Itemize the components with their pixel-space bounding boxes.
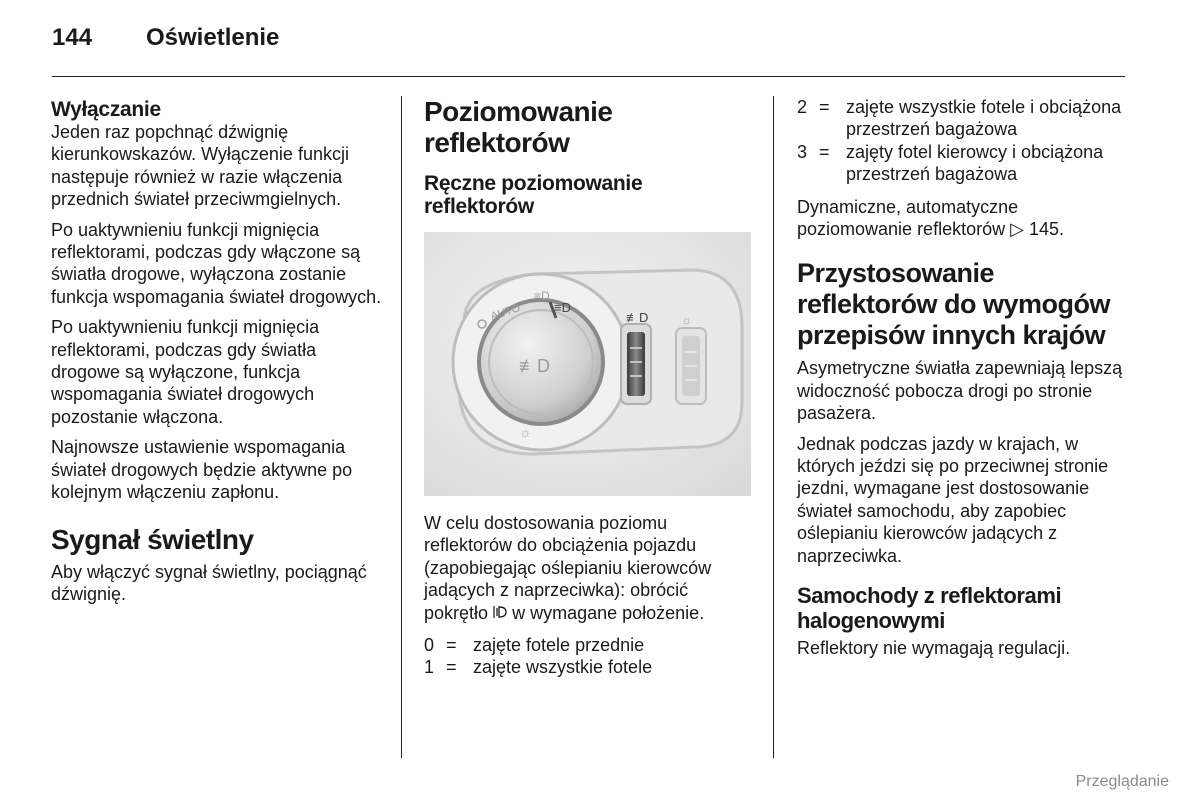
column-divider-2 (773, 96, 774, 758)
headlight-range-wheel (627, 332, 645, 396)
list-number: 0 (424, 635, 435, 656)
list-item (797, 96, 1127, 141)
paragraph: Po uaktywnieniu funkcji mignięcia reflektorami, podczas gdy światła drogowe są wyłączone, funkcja wspomagania świateł drogowych pozostanie włączona. (51, 317, 320, 427)
paragraph: Asymetryczne światła zapewniają lepszą widoczność pobocza drogi po stronie pasażera. (797, 358, 1123, 424)
knob-auto-label: AUTO (489, 302, 522, 323)
list-text: zajęte wszystkie fotele (473, 657, 653, 678)
column-3 (797, 96, 1127, 668)
list-number: 2 (797, 97, 808, 117)
paragraph-part: w wymagane położenie. (512, 602, 705, 623)
dimmer-wheel-symbol: ☼ (681, 313, 692, 327)
footer-watermark: Przeglądanie (1075, 773, 1169, 790)
list-equals: = (446, 657, 457, 678)
list-text: zajęte fotele przednie (473, 635, 645, 656)
paragraph: Aby włączyć sygnał świetlny, pociągnąć dźwignię. (51, 561, 367, 604)
heading-samochody-halogenowe: Samochody z reflektorami halogenowymi (797, 583, 1062, 634)
heading-reczne-poziomowanie: Ręczne poziomowanie reflektorów (424, 172, 643, 218)
range-wheel-symbol: ≢D (626, 310, 649, 325)
column-2 (424, 96, 754, 679)
fog-light-symbol: ≢D (519, 356, 550, 376)
load-positions-list (424, 634, 754, 679)
heading-poziomowanie: Poziomowanie reflektorów (424, 96, 613, 158)
page-title: Oświetlenie (146, 24, 280, 51)
page-number: 144 (52, 24, 93, 51)
list-number: 3 (797, 141, 808, 162)
column-1 (51, 98, 383, 613)
list-text: zajęte wszystkie fotele i obciążona przestrzeń bagażowa (846, 97, 1122, 140)
cross-reference-page[interactable]: 145. (1028, 219, 1065, 240)
list-equals: = (819, 97, 830, 117)
paragraph-part: W celu dostosowania poziomu reflektorów do obciążenia pojazdu (zapobiegając oślepianiu kierowców jadących z naprzeciwka): obrócić pokrętło (424, 513, 712, 623)
column-divider-1 (401, 96, 402, 758)
paragraph (797, 196, 1127, 241)
list-equals: = (446, 635, 457, 656)
headlight-symbol: ≡D (554, 300, 571, 315)
headlight-switch-figure (424, 232, 751, 496)
paragraph-part: Dynamiczne, automatyczne poziomowanie reflektorów (797, 196, 1019, 240)
heading-wylaczanie: Wyłączanie (51, 98, 161, 121)
paragraph: Po uaktywnieniu funkcji mignięcia reflektorami, podczas gdy włączone są światła drogowe, wyłączona zostanie funkcja wspomagania świateł drogowych. (51, 219, 382, 307)
list-item (424, 656, 754, 678)
list-item (797, 141, 1127, 186)
paragraph: Jednak podczas jazdy w krajach, w których jeździ się po przeciwnej stronie jezdni, wymagane jest dostosowanie świateł samochodu, aby zapobiec oślepianiu kierowców jadących z naprzeciwka. (797, 433, 1109, 566)
heading-sygnal-swietlny: Sygnał świetlny (51, 523, 254, 555)
paragraph (424, 512, 754, 626)
headlight-range-icon (493, 603, 507, 626)
list-item (424, 634, 754, 656)
list-equals: = (819, 141, 830, 162)
list-text: zajęty fotel kierowcy i obciążona przestrzeń bagażowa (846, 141, 1104, 185)
paragraph: Najnowsze ustawienie wspomagania świateł drogowych będzie aktywne po kolejnym włączeniu zapłonu. (51, 437, 353, 503)
heading-przystosowanie: Przystosowanie reflektorów do wymogów przepisów innych krajów (797, 258, 1111, 351)
header-rule (52, 76, 1125, 77)
page-header (52, 24, 279, 52)
list-number: 1 (424, 657, 435, 678)
cross-reference-arrow-icon: ▷ (1010, 219, 1024, 240)
paragraph: Jeden raz popchnąć dźwignię kierunkowskazów. Wyłączenie funkcji następuje również w razie włączenia przednich świateł przeciwmgielnych. (51, 122, 349, 210)
paragraph: Reflektory nie wymagają regulacji. (797, 638, 1071, 659)
load-positions-list-cont (797, 96, 1127, 186)
low-beam-symbol: ≡D (534, 289, 550, 303)
dimmer-symbol: ☼ (519, 424, 532, 440)
